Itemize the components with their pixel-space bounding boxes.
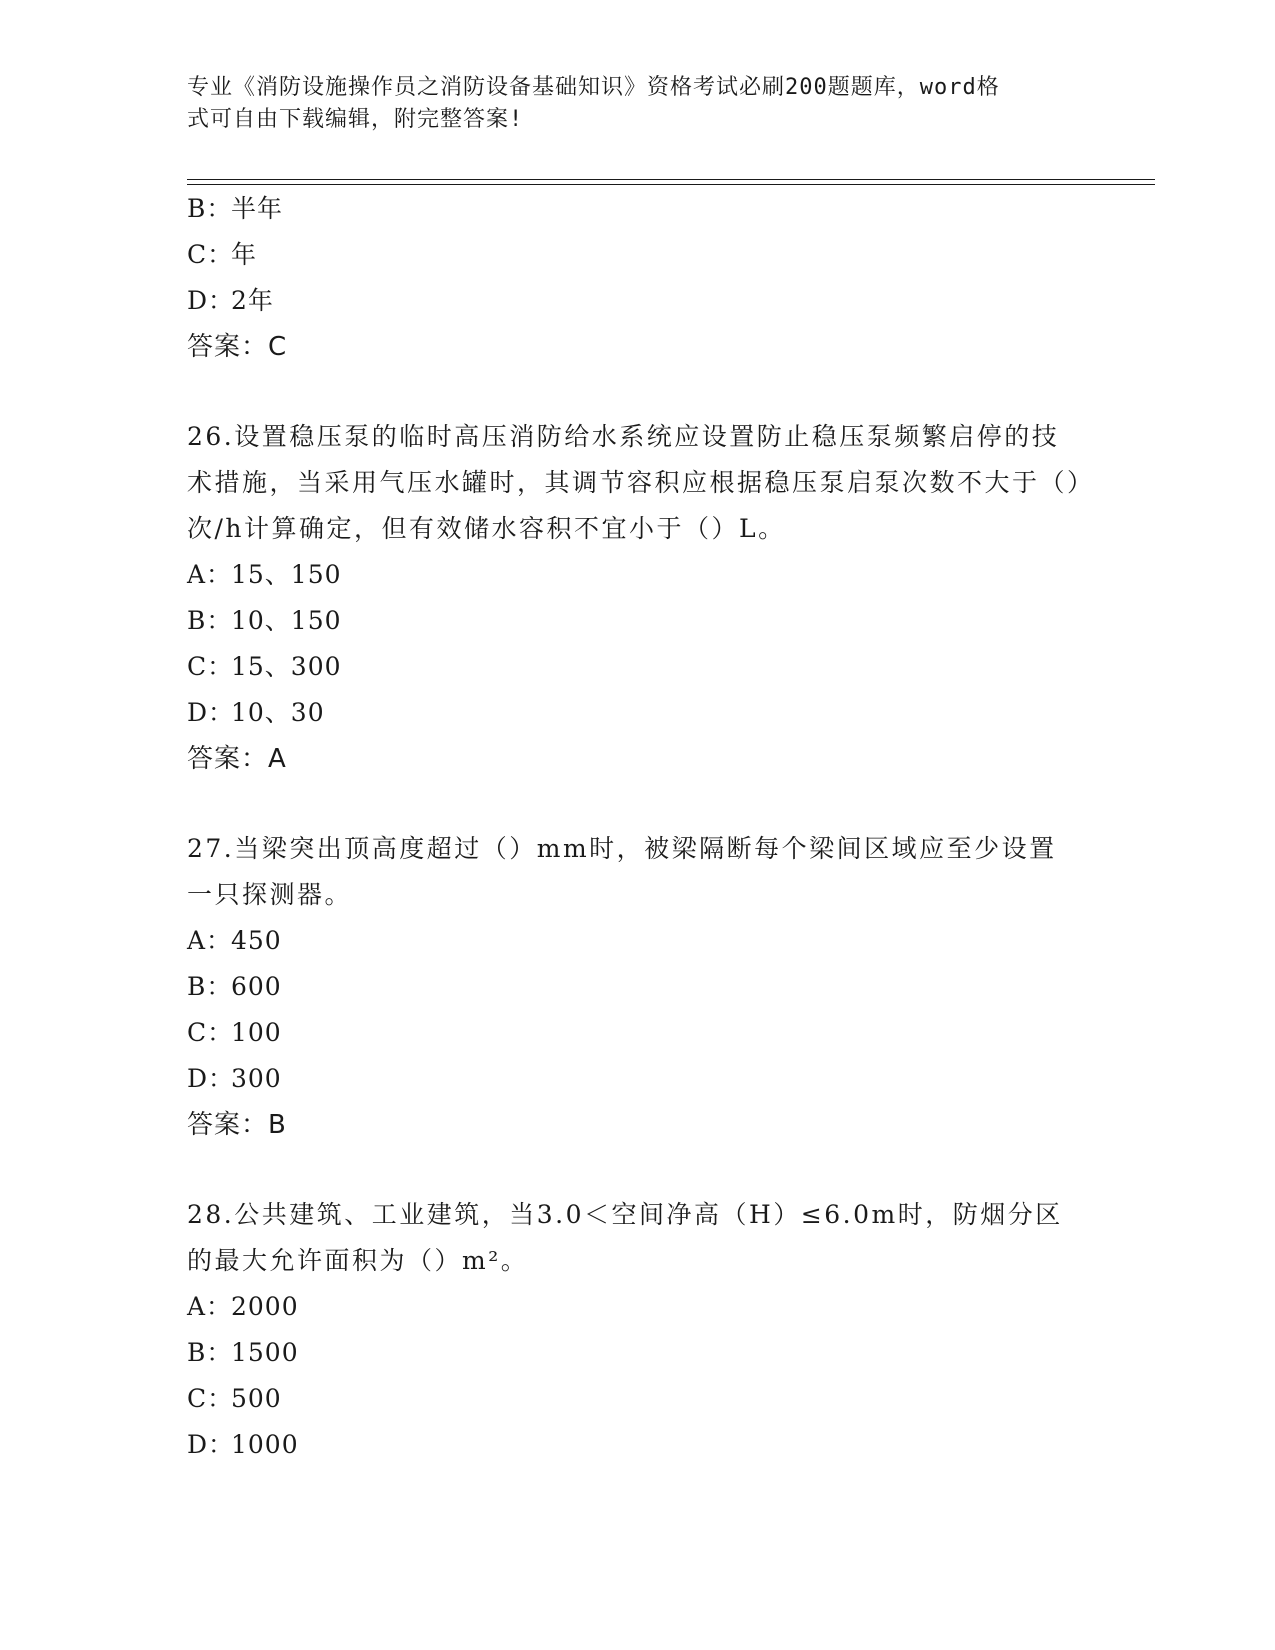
header-divider-top	[187, 179, 1155, 180]
option-d	[187, 278, 1087, 324]
question-stem: 27.当梁突出顶高度超过（）mm时，被梁隔断每个梁间区域应至少设置一只探测器。	[187, 834, 1057, 909]
question-27	[187, 826, 1087, 1148]
option-b	[187, 186, 1087, 232]
option-key: C：	[187, 1384, 234, 1413]
document-body	[187, 186, 1087, 1468]
option-text: 10、30	[231, 698, 325, 727]
question-26	[187, 414, 1087, 782]
option-key: D：	[187, 1064, 235, 1093]
option-text: 半年	[231, 194, 284, 223]
option-key: D：	[187, 1430, 235, 1459]
option-text: 15、150	[231, 560, 342, 589]
option-text: 450	[231, 926, 282, 955]
option-key: B：	[187, 1338, 233, 1367]
option-b	[187, 1330, 1087, 1376]
option-c	[187, 1010, 1087, 1056]
option-a	[187, 1284, 1087, 1330]
option-c	[187, 232, 1087, 278]
option-text: 15、300	[231, 652, 342, 681]
option-d	[187, 1056, 1087, 1102]
option-a	[187, 552, 1087, 598]
page-header	[187, 72, 1067, 136]
option-text: 2年	[231, 286, 274, 315]
option-b	[187, 598, 1087, 644]
option-text: 100	[231, 1018, 282, 1047]
answer-line: 答案：B	[187, 1110, 287, 1140]
option-key: B：	[187, 606, 233, 635]
option-key: B：	[187, 972, 233, 1001]
option-c	[187, 1376, 1087, 1422]
option-c	[187, 644, 1087, 690]
option-text: 500	[231, 1384, 282, 1413]
option-key: D：	[187, 698, 235, 727]
header-line-1: 专业《消防设施操作员之消防设备基础知识》资格考试必刷200题题库，word格	[187, 75, 1000, 100]
option-text: 年	[231, 240, 258, 269]
option-key: A：	[187, 926, 233, 955]
header-line-2: 式可自由下载编辑，附完整答案!	[187, 107, 524, 132]
option-key: D：	[187, 286, 235, 315]
option-text: 2000	[231, 1292, 299, 1321]
option-text: 600	[231, 972, 282, 1001]
question-25-continued	[187, 186, 1087, 370]
option-key: A：	[187, 560, 233, 589]
option-d	[187, 690, 1087, 736]
question-stem: 28.公共建筑、工业建筑，当3.0＜空间净高（H）≤6.0m时，防烟分区的最大允许面积为（）m²。	[187, 1200, 1063, 1275]
option-d	[187, 1422, 1087, 1468]
option-text: 300	[231, 1064, 282, 1093]
question-stem: 26.设置稳压泵的临时高压消防给水系统应设置防止稳压泵频繁启停的技术措施，当采用气压水罐时，其调节容积应根据稳压泵启泵次数不大于（）次/h计算确定，但有效储水容积不宜小于（）L。	[187, 422, 1083, 543]
option-key: C：	[187, 240, 234, 269]
option-b	[187, 964, 1087, 1010]
answer-line: 答案：A	[187, 744, 287, 774]
option-text: 1500	[231, 1338, 299, 1367]
option-a	[187, 918, 1087, 964]
option-text: 10、150	[231, 606, 342, 635]
option-text: 1000	[231, 1430, 299, 1459]
option-key: A：	[187, 1292, 233, 1321]
option-key: C：	[187, 1018, 234, 1047]
answer-line: 答案：C	[187, 332, 288, 362]
option-key: B：	[187, 194, 233, 223]
option-key: C：	[187, 652, 234, 681]
question-28	[187, 1192, 1087, 1468]
header-divider-bottom	[187, 184, 1155, 185]
